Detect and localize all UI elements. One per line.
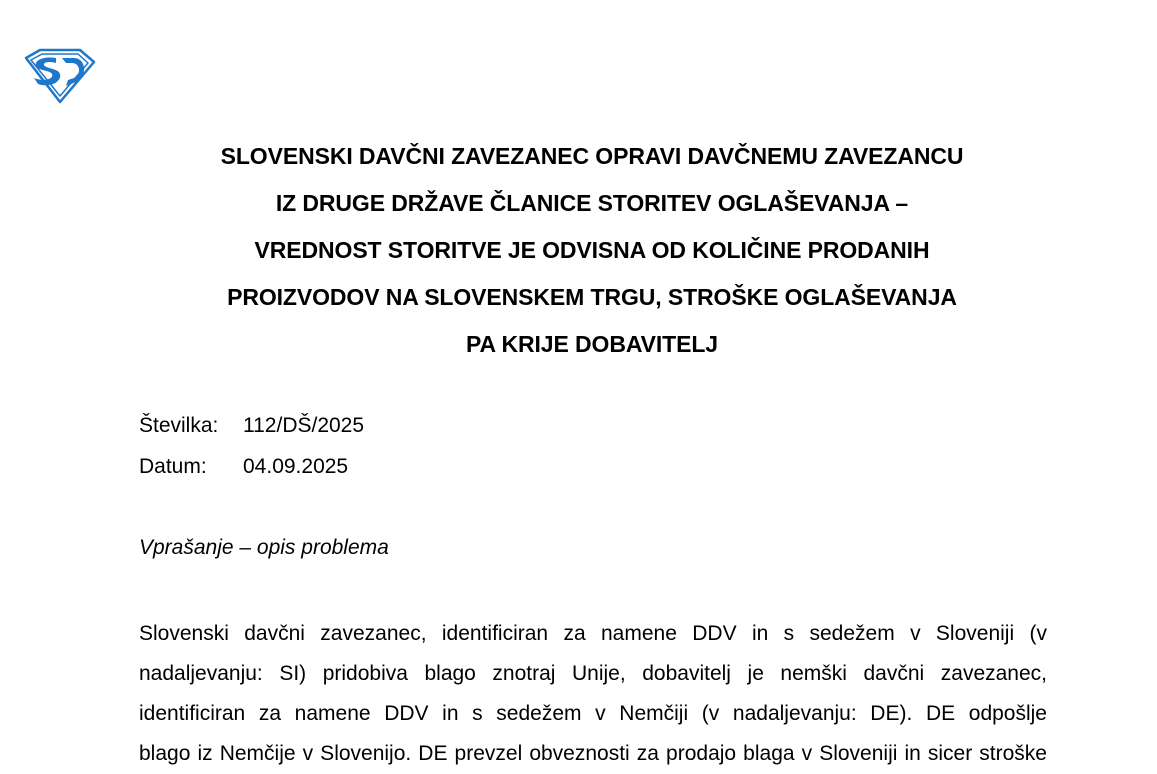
body-line-3: identificiran za namene DDV in s sedežem v Nemčiji (v nadaljevanju: DE). DE odpošlje	[139, 702, 1047, 725]
document-number-row	[139, 412, 364, 440]
title-line-2: IZ DRUGE DRŽAVE ČLANICE STORITEV OGLAŠEVANJA –	[275, 190, 909, 216]
document-title	[120, 133, 1064, 368]
body-line-4: blago iz Nemčije v Slovenijo. DE prevzel obveznosti za prodajo blaga v Sloveniji in sicer stroške	[139, 742, 1047, 765]
body-line-1: Slovenski davčni zavezanec, identificiran za namene DDV in s sedežem v Sloveniji (v	[139, 622, 1047, 645]
body-line-2: nadaljevanju: SI) pridobiva blago znotraj Unije, dobavitelj je nemški davčni zavezanec,	[139, 662, 1047, 685]
title-line-3: VREDNOST STORITVE JE ODVISNA OD KOLIČINE PRODANIH	[254, 237, 930, 263]
sd-shield-logo-icon	[22, 48, 96, 104]
body-paragraph	[139, 614, 1047, 774]
title-line-5: PA KRIJE DOBAVITELJ	[466, 331, 718, 357]
section-heading: Vprašanje – opis problema	[139, 536, 389, 559]
document-number-value: 112/DŠ/2025	[243, 414, 365, 437]
document-date-value: 04.09.2025	[243, 455, 349, 478]
title-line-1: SLOVENSKI DAVČNI ZAVEZANEC OPRAVI DAVČNEMU ZAVEZANCU	[220, 143, 964, 169]
title-line-4: PROIZVODOV NA SLOVENSKEM TRGU, STROŠKE OGLAŠEVANJA	[227, 284, 957, 310]
document-number-label: Številka:	[139, 414, 219, 437]
document-date-row	[139, 453, 348, 481]
document-date-label: Datum:	[139, 455, 207, 478]
